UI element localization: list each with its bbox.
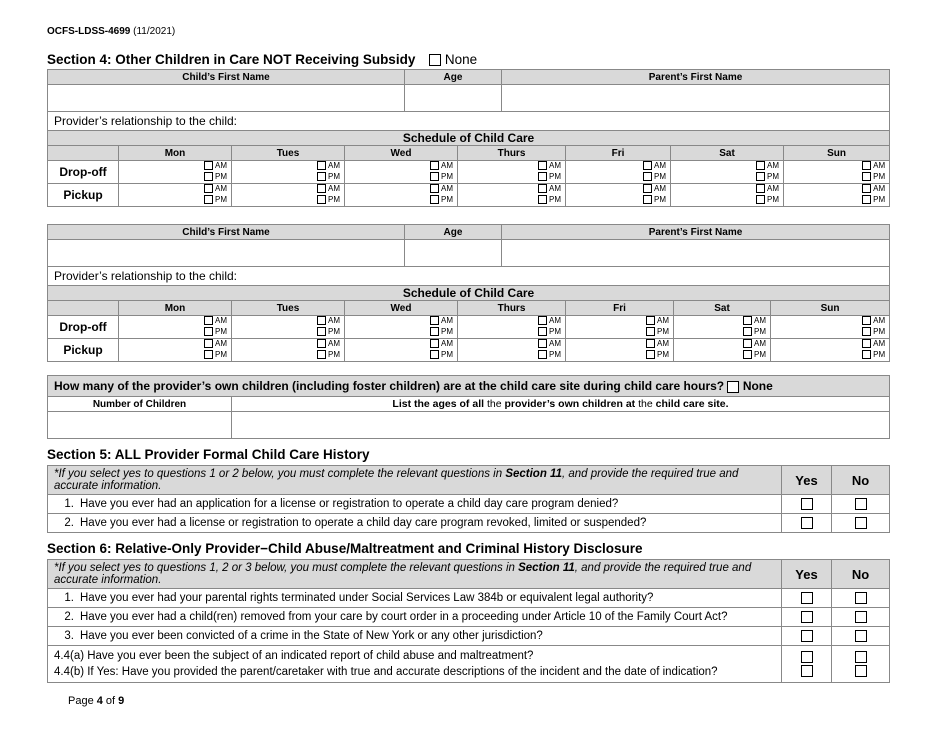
am-label: AM [441,339,453,348]
day-header: Sun [784,146,890,161]
pm-checkbox[interactable] [430,327,439,336]
pm-checkbox[interactable] [862,327,871,336]
am-checkbox[interactable] [317,316,326,325]
am-label: AM [328,184,340,193]
col-child-name: Child’s First Name [48,225,405,240]
question: 2. Have you ever had a license or registration to operate a child day care program revoked, limited or suspended? [48,514,782,533]
pm-label: PM [549,172,561,181]
pm-checkbox[interactable] [317,327,326,336]
pm-checkbox[interactable] [204,327,213,336]
pm-label: PM [873,350,886,359]
am-checkbox[interactable] [430,161,439,170]
am-label: AM [215,316,227,325]
pm-checkbox[interactable] [646,350,655,359]
own-children-question: How many of the provider’s own children (including foster children) are at the child care site during child care hours? None [48,376,890,397]
day-header-row [48,301,890,316]
question: 2. Have you ever had a child(ren) removed from your care by court order in a proceeding under Article 10 of the Family Court Act? [48,608,782,627]
ampm-cell [119,161,232,184]
day-header: Mon [119,146,232,161]
pm-label: PM [873,327,886,336]
pm-label: PM [873,172,886,181]
am-label: AM [215,184,227,193]
col-ages: List the ages of all the provider’s own children at the child care site. [232,397,890,412]
am-label: AM [215,339,227,348]
ampm-cell [784,161,890,184]
ampm-cell [674,316,771,339]
pm-checkbox[interactable] [430,350,439,359]
col-number-children: Number of Children [48,397,232,412]
pm-checkbox[interactable] [862,172,871,181]
am-checkbox[interactable] [430,184,439,193]
no-checkbox[interactable] [855,498,867,510]
section6-table [47,559,890,683]
am-label: AM [441,316,453,325]
am-checkbox[interactable] [538,316,547,325]
row-label: Pickup [48,184,119,207]
am-label: AM [441,161,453,170]
ampm-cell [345,316,458,339]
day-header: Mon [119,301,232,316]
question-4: 4.4(a) Have you ever been the subject of an indicated report of child abuse and maltreatment? 4.4(b) If Yes: Have you provided the parent/caretaker with true and accurate descriptions of the incident and the date of indication? [48,646,782,683]
yes-checkbox-4a[interactable] [801,651,813,663]
am-label: AM [328,339,340,348]
pm-checkbox[interactable] [538,350,547,359]
am-label: AM [873,339,886,348]
am-checkbox[interactable] [862,184,871,193]
am-checkbox[interactable] [204,161,213,170]
ampm-cell [671,161,784,184]
ampm-cell [458,184,566,207]
am-checkbox[interactable] [743,316,752,325]
day-header: Sun [771,301,890,316]
relationship-field[interactable]: Provider’s relationship to the child: [48,267,890,286]
day-header: Tues [232,301,345,316]
pm-label: PM [441,172,453,181]
am-checkbox[interactable] [643,184,652,193]
ampm-cell [566,161,671,184]
pm-checkbox[interactable] [643,172,652,181]
schedule-title: Schedule of Child Care [48,131,890,146]
child-table-1 [47,69,890,131]
am-checkbox[interactable] [204,339,213,348]
am-checkbox[interactable] [430,339,439,348]
pm-label: PM [328,172,340,181]
am-label: AM [754,339,766,348]
am-label: AM [767,184,779,193]
ages-field[interactable] [232,412,890,439]
day-header: Sat [671,146,784,161]
section6-title: Section 6: Relative-Only Provider−Child Abuse/Maltreatment and Criminal History Disclosure [47,541,643,556]
yes-checkbox[interactable] [801,630,813,642]
pm-label: PM [549,195,561,204]
pm-checkbox[interactable] [862,195,871,204]
no-checkbox[interactable] [855,611,867,623]
pm-label: PM [328,350,340,359]
am-checkbox[interactable] [743,339,752,348]
pm-label: PM [657,327,669,336]
dropoff-row [48,161,890,184]
section4-title: Section 4: Other Children in Care NOT Receiving Subsidy None [47,52,478,67]
am-checkbox[interactable] [862,339,871,348]
number-children-field[interactable] [48,412,232,439]
pm-label: PM [549,327,561,336]
day-header: Wed [345,301,458,316]
pm-label: PM [873,195,886,204]
am-checkbox[interactable] [862,161,871,170]
section6-instruction: *If you select yes to questions 1, 2 or 3 below, you must complete the relevant questions in Section 11, and provide the required true and accurate information. [48,560,782,589]
am-checkbox[interactable] [538,184,547,193]
day-header: Fri [566,146,671,161]
ampm-cell [458,339,566,362]
am-label: AM [328,161,340,170]
no-header: No [832,560,890,589]
pm-label: PM [215,195,227,204]
yes-checkbox-4b[interactable] [801,665,813,677]
question: 1. Have you ever had your parental rights terminated under Social Services Law 384b or equivalent legal authority? [48,589,782,608]
am-label: AM [873,184,886,193]
am-label: AM [654,161,666,170]
col-child-name: Child’s First Name [48,70,405,85]
am-checkbox[interactable] [317,184,326,193]
am-checkbox[interactable] [862,316,871,325]
schedule-table-2 [47,285,890,362]
ampm-cell [232,184,345,207]
ampm-cell [232,161,345,184]
yes-checkbox[interactable] [801,611,813,623]
pm-label: PM [215,172,227,181]
am-checkbox[interactable] [646,316,655,325]
ampm-cell [119,339,232,362]
no-checkbox[interactable] [855,630,867,642]
pm-label: PM [441,195,453,204]
pm-label: PM [754,327,766,336]
pm-label: PM [767,172,779,181]
pm-checkbox[interactable] [538,195,547,204]
pm-checkbox[interactable] [743,350,752,359]
ampm-cell [674,339,771,362]
dropoff-row [48,316,890,339]
am-checkbox[interactable] [646,339,655,348]
section5-instruction: *If you select yes to questions 1 or 2 below, you must complete the relevant questions in Section 11, and provide the required true and accurate information. [48,466,782,495]
no-checkbox-4b[interactable] [855,665,867,677]
no-checkbox-4a[interactable] [855,651,867,663]
yes-checkbox[interactable] [801,498,813,510]
parent-name-field[interactable] [502,85,890,112]
pm-label: PM [441,327,453,336]
pm-label: PM [654,195,666,204]
pm-label: PM [215,350,227,359]
pm-label: PM [328,195,340,204]
pm-checkbox[interactable] [538,327,547,336]
ampm-cell [119,184,232,207]
ampm-cell [566,184,671,207]
ampm-cell [771,339,890,362]
ampm-cell [458,161,566,184]
am-label: AM [549,316,561,325]
ampm-cell [345,339,458,362]
day-header: Wed [345,146,458,161]
day-header: Tues [232,146,345,161]
pm-checkbox[interactable] [317,350,326,359]
col-age: Age [405,70,502,85]
child-name-field[interactable] [48,85,405,112]
pm-checkbox[interactable] [204,172,213,181]
pm-checkbox[interactable] [756,172,765,181]
am-checkbox[interactable] [756,184,765,193]
pm-label: PM [215,327,227,336]
am-checkbox[interactable] [317,339,326,348]
am-label: AM [441,184,453,193]
no-checkbox[interactable] [855,517,867,529]
day-header-row [48,146,890,161]
pm-checkbox[interactable] [743,327,752,336]
am-label: AM [549,339,561,348]
row-label: Drop-off [48,316,119,339]
age-field[interactable] [405,240,502,267]
pm-label: PM [657,350,669,359]
row-label: Pickup [48,339,119,362]
ampm-cell [566,316,674,339]
ampm-cell [345,184,458,207]
am-label: AM [215,161,227,170]
pm-checkbox[interactable] [204,195,213,204]
pm-label: PM [328,327,340,336]
yes-header: Yes [782,466,832,495]
yes-header: Yes [782,560,832,589]
question: 3. Have you ever been convicted of a crime in the State of New York or any other jurisdiction? [48,627,782,646]
pm-checkbox[interactable] [756,195,765,204]
am-label: AM [328,316,340,325]
pm-checkbox[interactable] [862,350,871,359]
am-checkbox[interactable] [430,316,439,325]
section5-table [47,465,890,533]
own-none-checkbox[interactable] [727,381,739,393]
ampm-cell [345,161,458,184]
yes-checkbox[interactable] [801,517,813,529]
pickup-row [48,184,890,207]
pm-checkbox[interactable] [317,195,326,204]
ampm-cell [119,316,232,339]
pm-checkbox[interactable] [646,327,655,336]
page-number: Page 4 of 9 [68,695,125,707]
day-header [48,146,119,161]
relationship-field[interactable]: Provider’s relationship to the child: [48,112,890,131]
ampm-cell [458,316,566,339]
am-label: AM [873,316,886,325]
schedule-table-1 [47,130,890,207]
schedule-title: Schedule of Child Care [48,286,890,301]
col-parent-name: Parent’s First Name [502,70,890,85]
ampm-cell [566,339,674,362]
pm-label: PM [441,350,453,359]
col-parent-name: Parent’s First Name [502,225,890,240]
row-label: Drop-off [48,161,119,184]
am-label: AM [549,161,561,170]
age-field[interactable] [405,85,502,112]
no-header: No [832,466,890,495]
none-checkbox[interactable] [429,54,441,66]
am-label: AM [549,184,561,193]
pm-checkbox[interactable] [430,172,439,181]
ampm-cell [232,316,345,339]
day-header: Thurs [458,301,566,316]
parent-name-field[interactable] [502,240,890,267]
ampm-cell [671,184,784,207]
am-label: AM [767,161,779,170]
col-age: Age [405,225,502,240]
am-label: AM [754,316,766,325]
form-id: OCFS-LDSS-4699 (11/2021) [47,26,176,37]
own-children-table [47,375,890,439]
am-label: AM [657,339,669,348]
yes-checkbox[interactable] [801,592,813,604]
pm-checkbox[interactable] [317,172,326,181]
day-header: Thurs [458,146,566,161]
pm-label: PM [754,350,766,359]
day-header [48,301,119,316]
am-checkbox[interactable] [317,161,326,170]
am-label: AM [654,184,666,193]
ampm-cell [771,316,890,339]
child-name-field[interactable] [48,240,405,267]
am-checkbox[interactable] [756,161,765,170]
section5-title: Section 5: ALL Provider Formal Child Care History [47,447,370,462]
question: 1. Have you ever had an application for a license or registration to operate a child day care program denied? [48,495,782,514]
pm-checkbox[interactable] [643,195,652,204]
pm-checkbox[interactable] [204,350,213,359]
pm-checkbox[interactable] [538,172,547,181]
pm-label: PM [549,350,561,359]
ampm-cell [232,339,345,362]
pm-checkbox[interactable] [430,195,439,204]
pm-label: PM [654,172,666,181]
pickup-row [48,339,890,362]
am-checkbox[interactable] [204,316,213,325]
ampm-cell [784,184,890,207]
pm-label: PM [767,195,779,204]
no-checkbox[interactable] [855,592,867,604]
am-checkbox[interactable] [643,161,652,170]
am-label: AM [657,316,669,325]
day-header: Fri [566,301,674,316]
am-checkbox[interactable] [538,339,547,348]
am-checkbox[interactable] [204,184,213,193]
day-header: Sat [674,301,771,316]
child-table-2 [47,224,890,286]
am-checkbox[interactable] [538,161,547,170]
am-label: AM [873,161,886,170]
